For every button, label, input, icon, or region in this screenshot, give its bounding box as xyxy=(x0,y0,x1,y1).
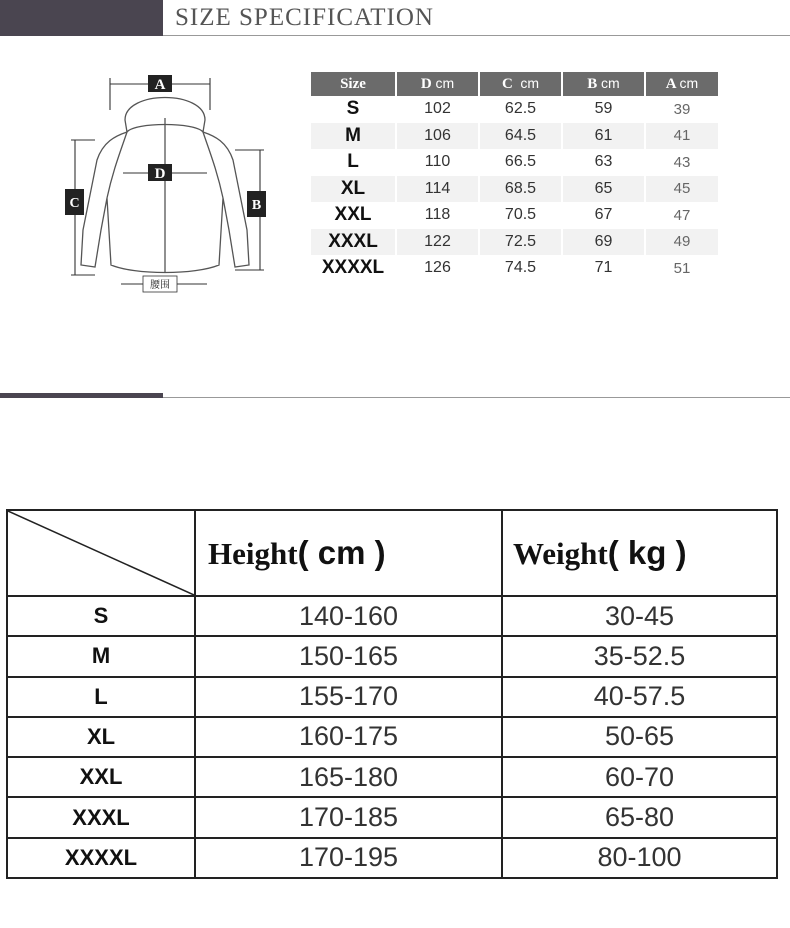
hw-size-cell: M xyxy=(7,636,195,676)
spec-d-cell: 110 xyxy=(396,149,479,176)
spec-d-cell: 122 xyxy=(396,229,479,256)
spec-header-c: C cm xyxy=(479,72,562,96)
table-row xyxy=(7,797,777,837)
size-spec-table xyxy=(311,72,720,282)
hw-size-cell: S xyxy=(7,596,195,636)
hw-height-cell: 170-185 xyxy=(195,797,502,837)
spec-c-cell: 74.5 xyxy=(479,255,562,282)
table-row xyxy=(311,255,719,282)
table-row xyxy=(7,717,777,757)
page-title: SIZE SPECIFICATION xyxy=(175,4,434,31)
table-row xyxy=(7,757,777,797)
table-row xyxy=(7,636,777,676)
spec-header-b: B cm xyxy=(562,72,645,96)
label-a: A xyxy=(154,77,166,93)
hw-height-cell: 165-180 xyxy=(195,757,502,797)
spec-b-cell: 59 xyxy=(562,96,645,123)
spec-b-cell: 71 xyxy=(562,255,645,282)
spec-header-a: A cm xyxy=(645,72,719,96)
table-row xyxy=(311,229,719,256)
hw-size-cell: XXL xyxy=(7,757,195,797)
table-row xyxy=(7,838,777,878)
spec-c-cell: 64.5 xyxy=(479,123,562,150)
spec-header-row xyxy=(311,72,719,96)
table-row xyxy=(311,149,719,176)
spec-d-cell: 114 xyxy=(396,176,479,203)
header-accent-bar xyxy=(0,0,163,36)
spec-size-cell: XL xyxy=(311,176,396,203)
spec-d-cell: 106 xyxy=(396,123,479,150)
spec-header-size: Size xyxy=(311,72,396,96)
waist-label: 腰围 xyxy=(150,280,170,291)
spec-size-cell: XXXXL xyxy=(311,255,396,282)
hw-size-cell: XXXXL xyxy=(7,838,195,878)
hw-corner-cell xyxy=(7,510,195,596)
header-divider xyxy=(163,35,790,36)
hw-header-row xyxy=(7,510,777,596)
hw-header-height xyxy=(195,510,502,596)
jacket-diagram xyxy=(55,70,275,300)
spec-b-cell: 63 xyxy=(562,149,645,176)
spec-c-cell: 70.5 xyxy=(479,202,562,229)
spec-size-cell: L xyxy=(311,149,396,176)
table-row xyxy=(7,596,777,636)
weight-unit: ( kg ) xyxy=(607,534,687,571)
height-weight-table xyxy=(6,509,778,879)
spec-a-cell: 41 xyxy=(645,123,719,150)
spec-c-cell: 72.5 xyxy=(479,229,562,256)
weight-label: Weight xyxy=(513,536,608,571)
hw-height-cell: 155-170 xyxy=(195,677,502,717)
label-c: C xyxy=(69,196,80,211)
spec-a-cell: 47 xyxy=(645,202,719,229)
height-label: Height xyxy=(208,536,298,571)
hw-weight-cell: 60-70 xyxy=(502,757,777,797)
spec-d-cell: 102 xyxy=(396,96,479,123)
hw-size-cell: L xyxy=(7,677,195,717)
hw-size-cell: XXXL xyxy=(7,797,195,837)
hw-height-cell: 160-175 xyxy=(195,717,502,757)
hw-height-cell: 150-165 xyxy=(195,636,502,676)
label-d: D xyxy=(154,166,166,182)
table-row xyxy=(311,176,719,203)
spec-a-cell: 45 xyxy=(645,176,719,203)
spec-b-cell: 67 xyxy=(562,202,645,229)
hw-weight-cell: 80-100 xyxy=(502,838,777,878)
hw-size-cell: XL xyxy=(7,717,195,757)
hw-weight-cell: 40-57.5 xyxy=(502,677,777,717)
hw-weight-cell: 50-65 xyxy=(502,717,777,757)
table-row xyxy=(311,123,719,150)
hw-weight-cell: 35-52.5 xyxy=(502,636,777,676)
spec-header-d: D cm xyxy=(396,72,479,96)
spec-size-cell: XXL xyxy=(311,202,396,229)
spec-d-cell: 126 xyxy=(396,255,479,282)
spec-a-cell: 51 xyxy=(645,255,719,282)
table-row xyxy=(311,202,719,229)
spec-c-cell: 62.5 xyxy=(479,96,562,123)
hw-weight-cell: 65-80 xyxy=(502,797,777,837)
section-accent-bar xyxy=(0,393,163,398)
label-b: B xyxy=(251,198,262,213)
section-divider xyxy=(163,397,790,398)
hw-header-weight xyxy=(502,510,777,596)
hw-weight-cell: 30-45 xyxy=(502,596,777,636)
spec-a-cell: 49 xyxy=(645,229,719,256)
hw-height-cell: 140-160 xyxy=(195,596,502,636)
spec-a-cell: 43 xyxy=(645,149,719,176)
spec-size-cell: XXXL xyxy=(311,229,396,256)
diagonal-line xyxy=(8,511,194,595)
spec-b-cell: 65 xyxy=(562,176,645,203)
height-unit: ( cm ) xyxy=(297,534,386,571)
spec-c-cell: 68.5 xyxy=(479,176,562,203)
hw-height-cell: 170-195 xyxy=(195,838,502,878)
spec-c-cell: 66.5 xyxy=(479,149,562,176)
spec-d-cell: 118 xyxy=(396,202,479,229)
spec-a-cell: 39 xyxy=(645,96,719,123)
table-row xyxy=(311,96,719,123)
spec-b-cell: 69 xyxy=(562,229,645,256)
spec-size-cell: S xyxy=(311,96,396,123)
spec-size-cell: M xyxy=(311,123,396,150)
table-row xyxy=(7,677,777,717)
spec-b-cell: 61 xyxy=(562,123,645,150)
